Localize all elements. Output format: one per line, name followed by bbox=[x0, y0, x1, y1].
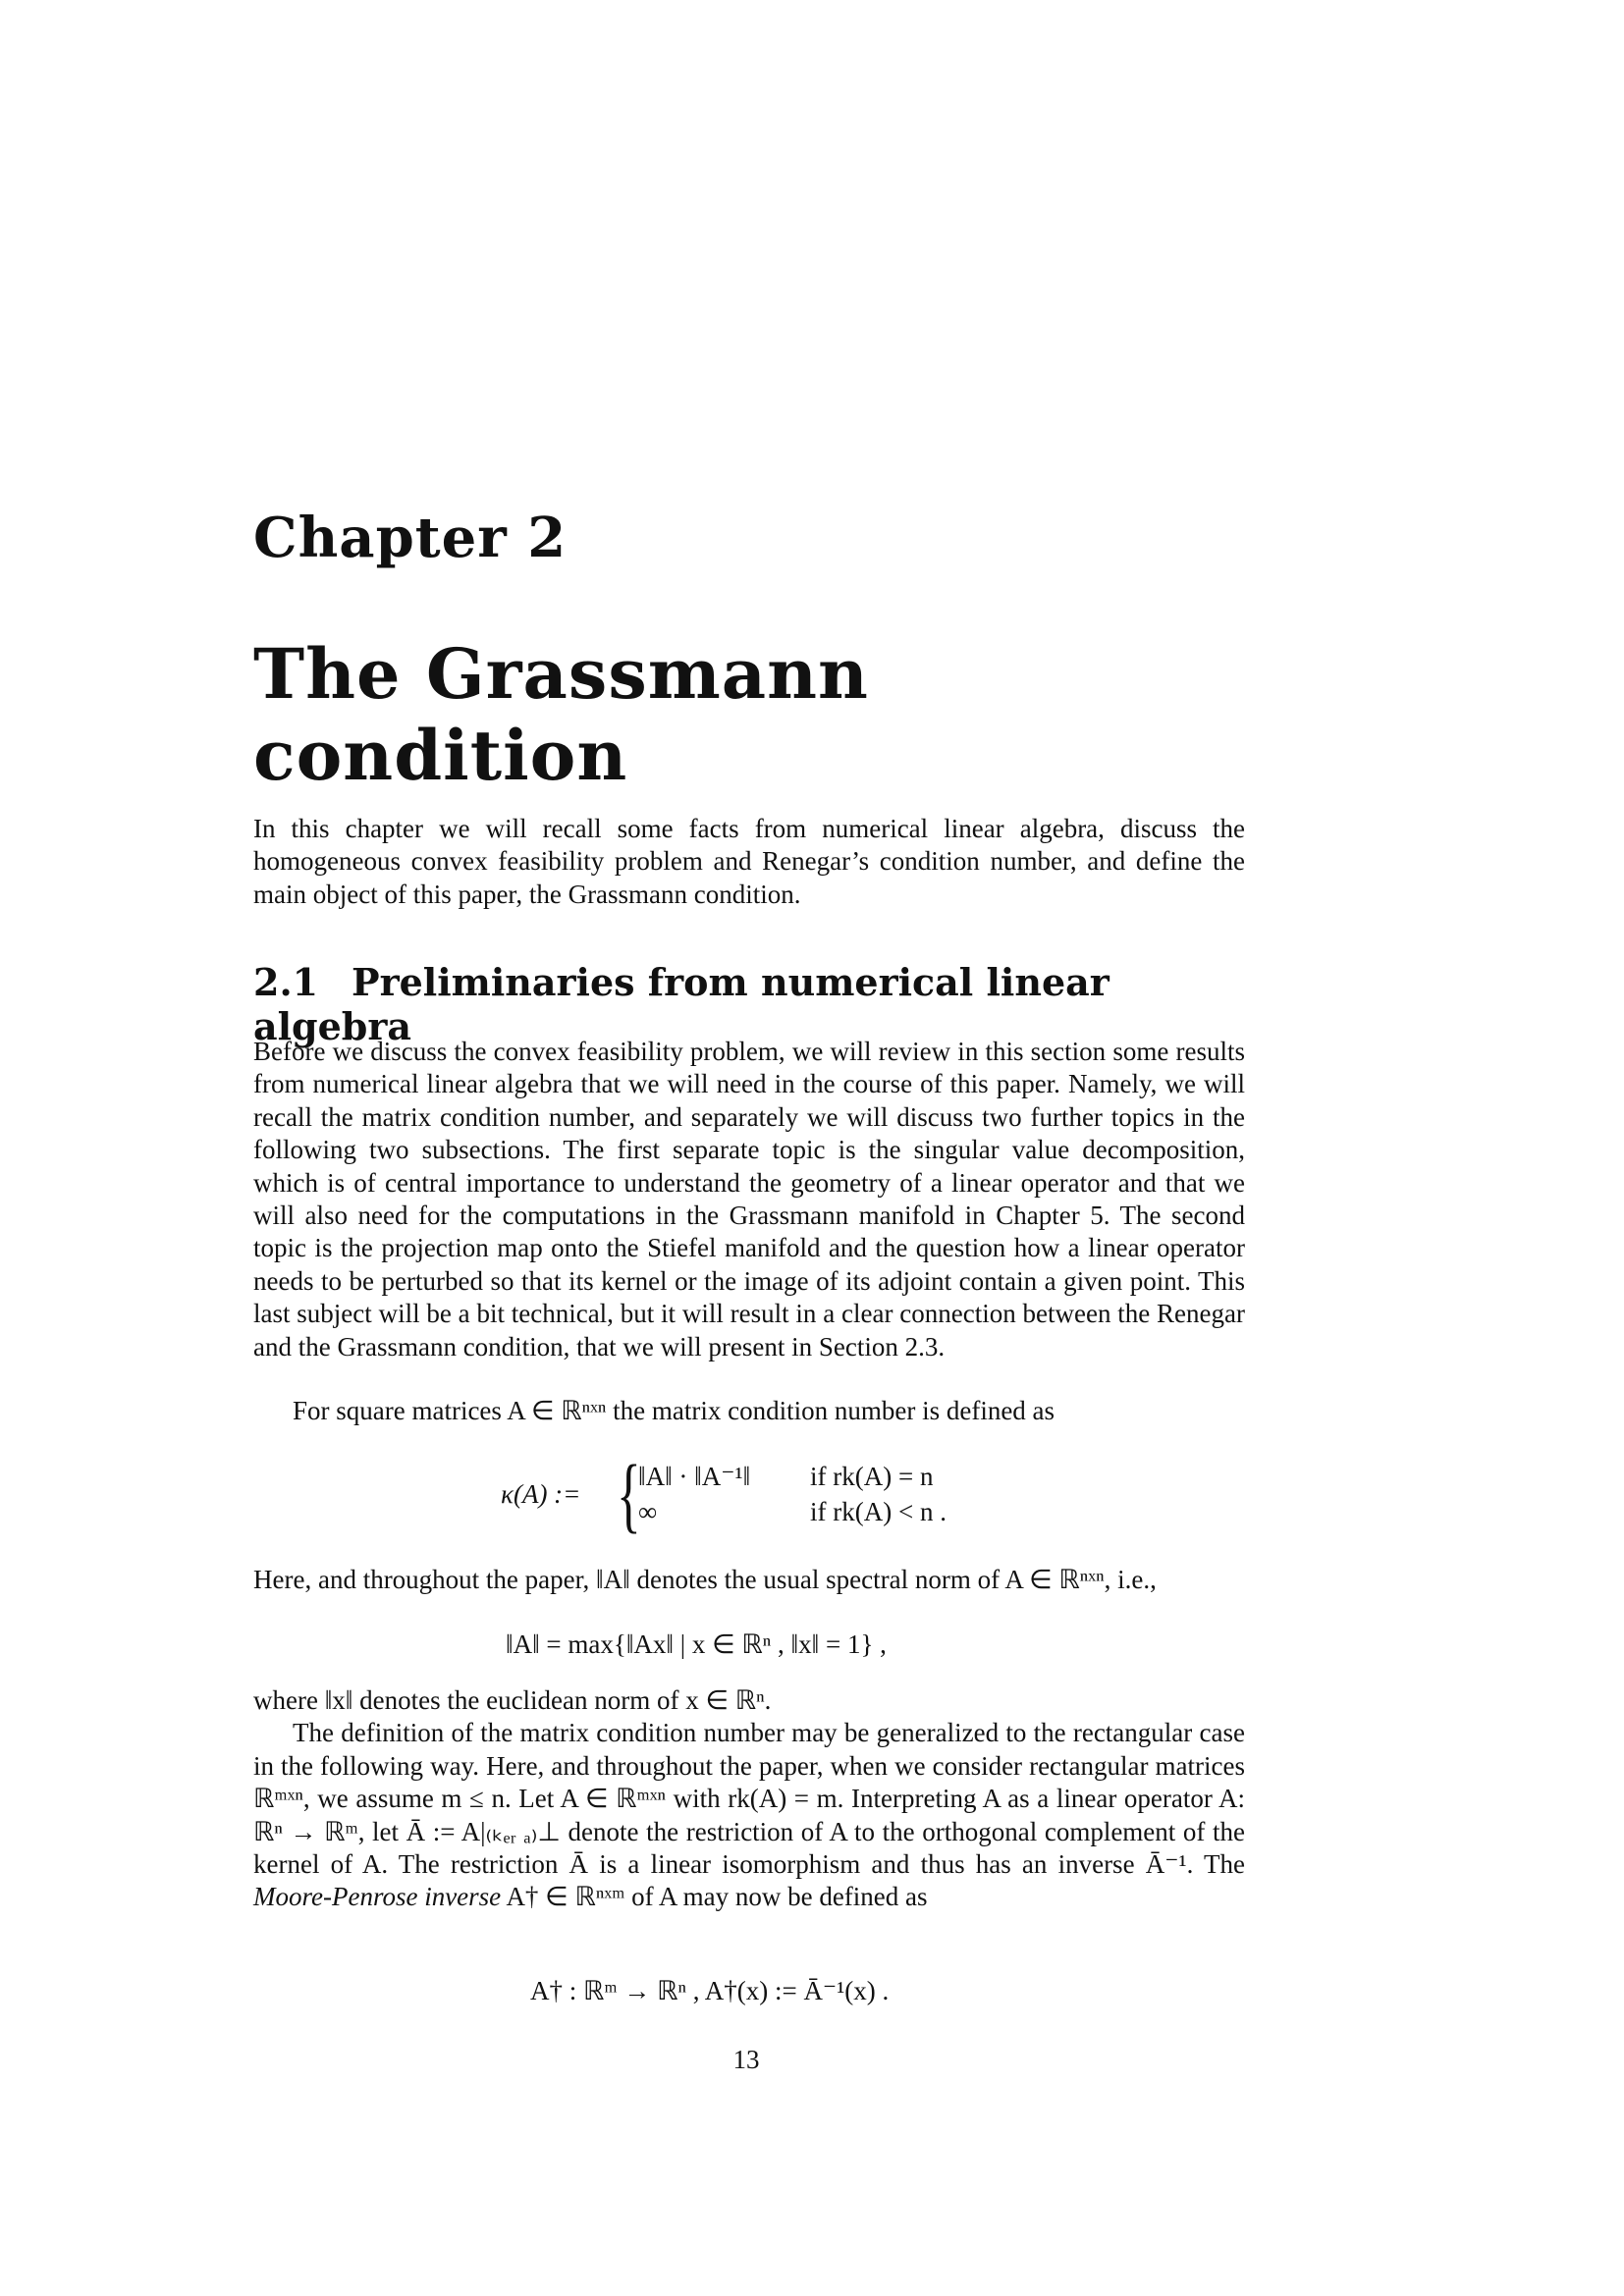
moore-penrose-term: Moore-Penrose inverse bbox=[253, 1882, 502, 1912]
square-matrix-intro: For square matrices A ∈ ℝⁿˣⁿ the matrix condition number is defined as bbox=[293, 1396, 1056, 1425]
moore-penrose-equation: A† : ℝᵐ → ℝⁿ , A†(x) := Ā⁻¹(x) . bbox=[530, 1976, 890, 2005]
chapter-title: The Grassmann condition bbox=[253, 633, 869, 796]
section-number: 2.1 bbox=[253, 960, 319, 1004]
rectangular-text-end: A† ∈ ℝⁿˣᵐ of A may now be defined as bbox=[506, 1882, 928, 1912]
case-row-2 bbox=[638, 1497, 947, 1527]
spectral-norm-equation: ‖A‖ = max{‖Ax‖ | x ∈ ℝⁿ , ‖x‖ = 1} , bbox=[506, 1629, 887, 1659]
spectral-norm-paragraph: Here, and throughout the paper, ‖A‖ denotes the usual spectral norm of A ∈ ℝⁿˣⁿ, i.e., bbox=[253, 1565, 1157, 1594]
euclidean-norm-line: where ‖x‖ denotes the euclidean norm of x ∈ ℝⁿ. bbox=[253, 1685, 772, 1715]
case-1-condition: if rk(A) = n bbox=[810, 1462, 934, 1491]
page-number: 13 bbox=[732, 2045, 760, 2074]
case-2-condition: if rk(A) < n . bbox=[810, 1497, 947, 1526]
rectangular-case-paragraph bbox=[253, 1717, 1245, 1913]
rectangular-text: The definition of the matrix condition number may be generalized to the rectangular case in the following way. Here, and throughout the paper, when we consider rectangular matrices ℝᵐˣⁿ, we assume m ≤ n. Let A ∈ ℝᵐˣⁿ with rk(A) = m. Interpreting A as a linear operator A: ℝⁿ → ℝᵐ, let Ā := A|₍ₖₑᵣ ₐ₎⊥ denote the restriction of A to the orthogonal complement of the kernel of A. The restriction Ā is a linear isomorphism and thus has an inverse Ā⁻¹. The bbox=[253, 1718, 1245, 1880]
equation-lhs: κ(A) := bbox=[501, 1479, 581, 1509]
case-2-value: ∞ bbox=[638, 1497, 658, 1526]
body-paragraph-1: Before we discuss the convex feasibility problem, we will review in this section some results from numerical linear algebra that we will need in the course of this paper. Namely, we will recall the matrix condition number, and separately we will discuss two further topics in the following two subsections. The first separate topic is the singular value decomposition, which is of central importance to understand the geometry of a linear operator and that we will also need for the computations in the Grassmann manifold in Chapter 5. The second topic is the projection map onto the Stiefel manifold and the question how a linear operator needs to be perturbed so that its kernel or the image of its adjoint contain a given point. This last subject will be a bit technical, but it will result in a clear connection between the Renegar and the Grassmann condition, that we will present in Section 2.3. bbox=[253, 1037, 1245, 1362]
chapter-label: Chapter 2 bbox=[253, 506, 568, 570]
left-brace: { bbox=[617, 1447, 641, 1541]
body-paragraph-2 bbox=[253, 1684, 1245, 1914]
case-row-1 bbox=[638, 1462, 933, 1492]
intro-paragraph: In this chapter we will recall some facts from numerical linear algebra, discuss the homogeneous convex feasibility problem and Renegar’s condition number, and define the main object of this paper, the Grassmann condition. bbox=[253, 814, 1245, 909]
case-1-value: ‖A‖ · ‖A⁻¹‖ bbox=[638, 1462, 751, 1491]
section-title: Preliminaries from numerical linear algebra bbox=[253, 960, 1110, 1048]
